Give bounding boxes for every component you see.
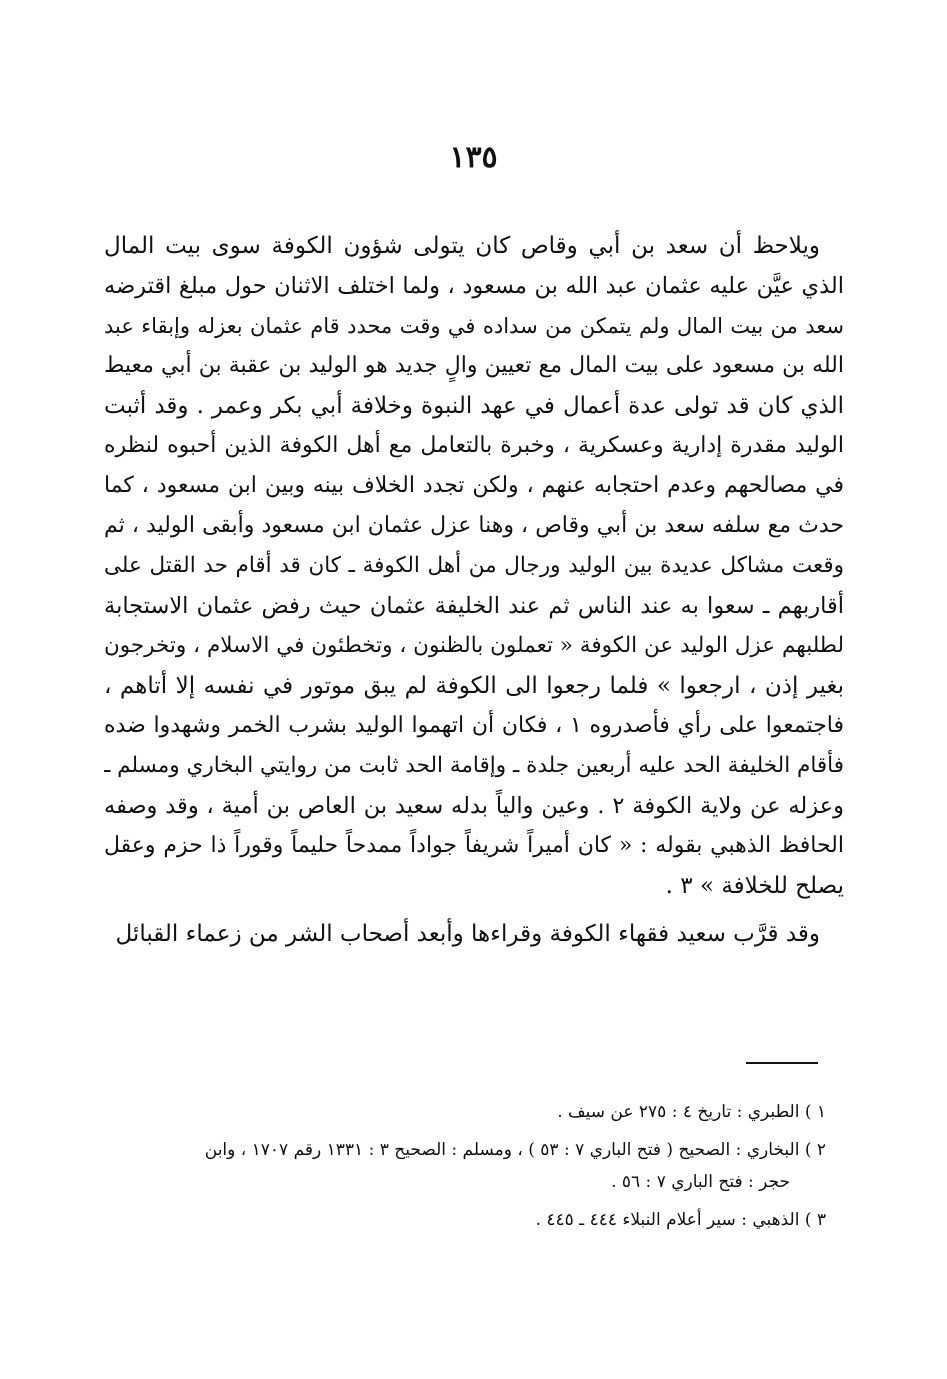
body-line: لطلبهم عزل الوليد عن الكوفة « تعملون بالظنون ، وتخطئون في الاسلام ، وتخرجون bbox=[104, 633, 844, 658]
body-line: بغير إذن ، ارجعوا » فلما رجعوا الى الكوفة لم يبق موتور في نفسه إلا أتاهم ، bbox=[104, 673, 844, 699]
body-line: سعد من بيت المال ولم يتمكن من سداده في وقت محدد قام عثمان بعزله وإبقاء عبد bbox=[104, 314, 844, 338]
body-line: في مصالحهم وعدم احتجابه عنهم ، ولكن تجدد الخلاف بينه وبين ابن مسعود ، كما bbox=[104, 473, 844, 498]
body-line: الحافظ الذهبي بقوله : « كان أميراً شريفاً جواداً ممدحاً حليماً وقوراً ذا حزم وعقل bbox=[104, 833, 844, 858]
body-line: يصلح للخلافة » ٣ . bbox=[665, 873, 844, 899]
body-line: الوليد مقدرة إدارية وعسكرية ، وخبرة بالتعامل مع أهل الكوفة الذين أحبوه لنظره bbox=[104, 433, 844, 458]
body-line: حدث مع سلفه سعد بن أبي وقاص ، وهنا عزل عثمان ابن مسعود وأبقى الوليد ، ثم bbox=[104, 513, 844, 538]
body-line: الذي كان قد تولى عدة أعمال في عهد النبوة وخلافة أبي بكر وعمر . وقد أثبت bbox=[104, 393, 844, 419]
footnote-2: ٢ ) البخاري : الصحيح ( فتح الباري ٧ : ٥٣ ) ، ومسلم : الصحيح ٣ : ١٣٣١ رقم ١٧٠٧ ، وابن bbox=[204, 1140, 826, 1160]
body-line: فأقام الخليفة الحد عليه أربعين جلدة ـ وإقامة الحد ثابت من روايتي البخاري ومسلم ـ bbox=[104, 753, 844, 778]
footnote-1: ١ ) الطبري : تاريخ ٤ : ٢٧٥ عن سيف . bbox=[557, 1102, 826, 1122]
footnote-separator bbox=[746, 1062, 818, 1064]
body-line: وعزله عن ولاية الكوفة ٢ . وعين والياً بدله سعيد بن العاص بن أمية ، وقد وصفه bbox=[104, 793, 844, 819]
footnote-2-continuation: حجر : فتح الباري ٧ : ٥٦ . bbox=[611, 1172, 790, 1192]
body-line: الله بن مسعود على بيت المال مع تعيين والٍ جديد هو الوليد بن عقبة بن أبي معيط bbox=[104, 353, 844, 378]
body-line: فاجتمعوا على رأي فأصدروه ١ ، فكان أن اتهموا الوليد بشرب الخمر وشهدوا ضده bbox=[104, 713, 844, 738]
body-line: ويلاحظ أن سعد بن أبي وقاص كان يتولى شؤون الكوفة سوى بيت المال bbox=[104, 233, 820, 259]
body-line: وقعت مشاكل عديدة بين الوليد ورجال من أهل الكوفة ـ كان قد أقام حد القتل على bbox=[104, 553, 844, 578]
body-line: الذي عيَّن عليه عثمان عبد الله بن مسعود ، ولما اختلف الاثنان حول مبلغ اقترضه bbox=[104, 273, 844, 299]
footnote-3: ٣ ) الذهبي : سير أعلام النبلاء ٤٤٤ ـ ٤٤٥ . bbox=[535, 1210, 826, 1230]
body-text bbox=[104, 226, 844, 954]
page-number: ١٣٥ bbox=[449, 140, 498, 175]
body-line: أقاربهم ـ سعوا به عند الناس ثم عند الخليفة عثمان حيث رفض عثمان الاستجابة bbox=[104, 593, 844, 619]
body-line: وقد قرَّب سعيد فقهاء الكوفة وقراءها وأبعد أصحاب الشر من زعماء القبائل bbox=[115, 921, 820, 947]
footnotes bbox=[104, 1096, 826, 1236]
